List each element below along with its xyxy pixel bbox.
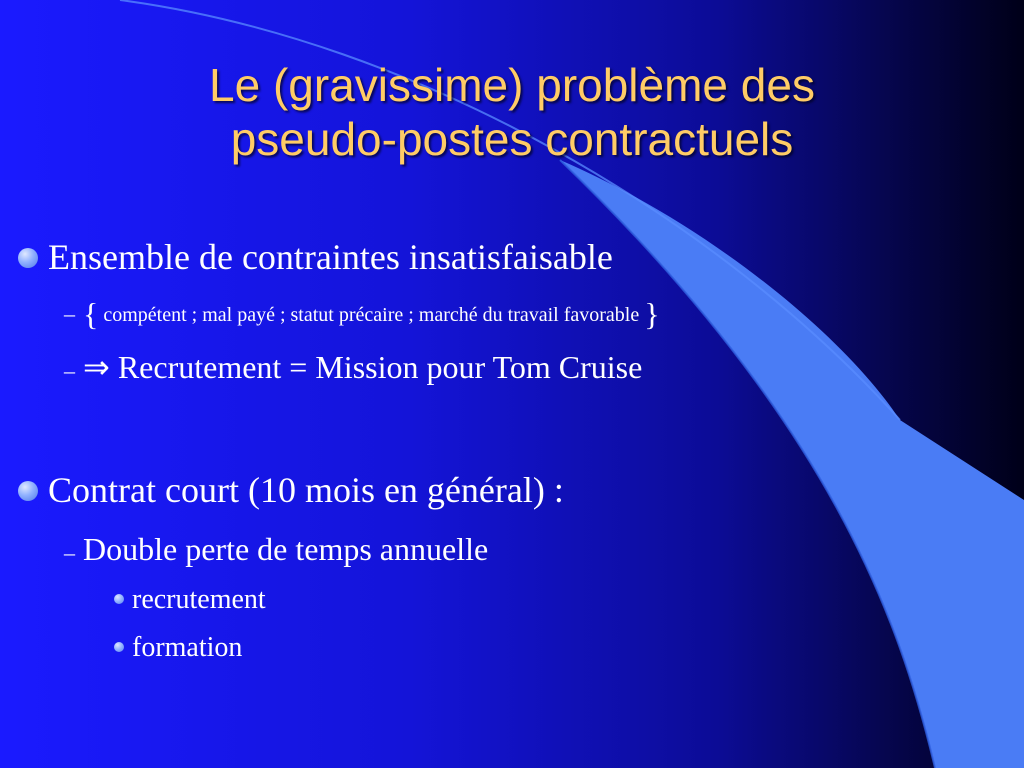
brace-open: { [83, 296, 99, 332]
brace-close: } [644, 296, 660, 332]
implies-arrow-icon: ⇒ [83, 349, 110, 385]
dash-marker: – [64, 358, 75, 383]
bullet-item-2 [18, 466, 564, 514]
bullet-dot-icon [114, 594, 124, 604]
sub-item-time-loss [64, 528, 488, 574]
bullet-item-1 [18, 233, 613, 281]
sub-item-recruitment [64, 346, 642, 392]
bullet-dot-icon [18, 481, 38, 501]
sub-sub-item-recrutement [114, 582, 266, 618]
sub-item-constraints-text: compétent ; mal payé ; statut précaire ; marché du travail favorable [103, 304, 640, 326]
bullet-item-2-text: Contrat court (10 mois en général) : [48, 470, 564, 510]
dash-marker: – [64, 301, 75, 326]
bullet-dot-icon [18, 248, 38, 268]
bullet-dot-icon [114, 642, 124, 652]
slide-title-line-2: pseudo-postes contractuels [230, 113, 794, 165]
slide-title [70, 58, 954, 166]
sub-sub-item-formation [114, 630, 242, 666]
sub-sub-item-recrutement-text: recrutement [132, 584, 266, 615]
sub-item-recruitment-text: Recrutement = Mission pour Tom Cruise [117, 349, 643, 385]
sub-item-time-loss-text: Double perte de temps annuelle [83, 531, 489, 567]
bullet-item-1-text: Ensemble de contraintes insatisfaisable [48, 237, 613, 277]
sub-sub-item-formation-text: formation [132, 632, 243, 663]
swoosh-light-blue [560, 160, 1024, 768]
dash-marker: – [64, 540, 75, 565]
sub-item-constraints [64, 294, 660, 335]
slide-title-line-1: Le (gravissime) problème des [209, 59, 815, 111]
